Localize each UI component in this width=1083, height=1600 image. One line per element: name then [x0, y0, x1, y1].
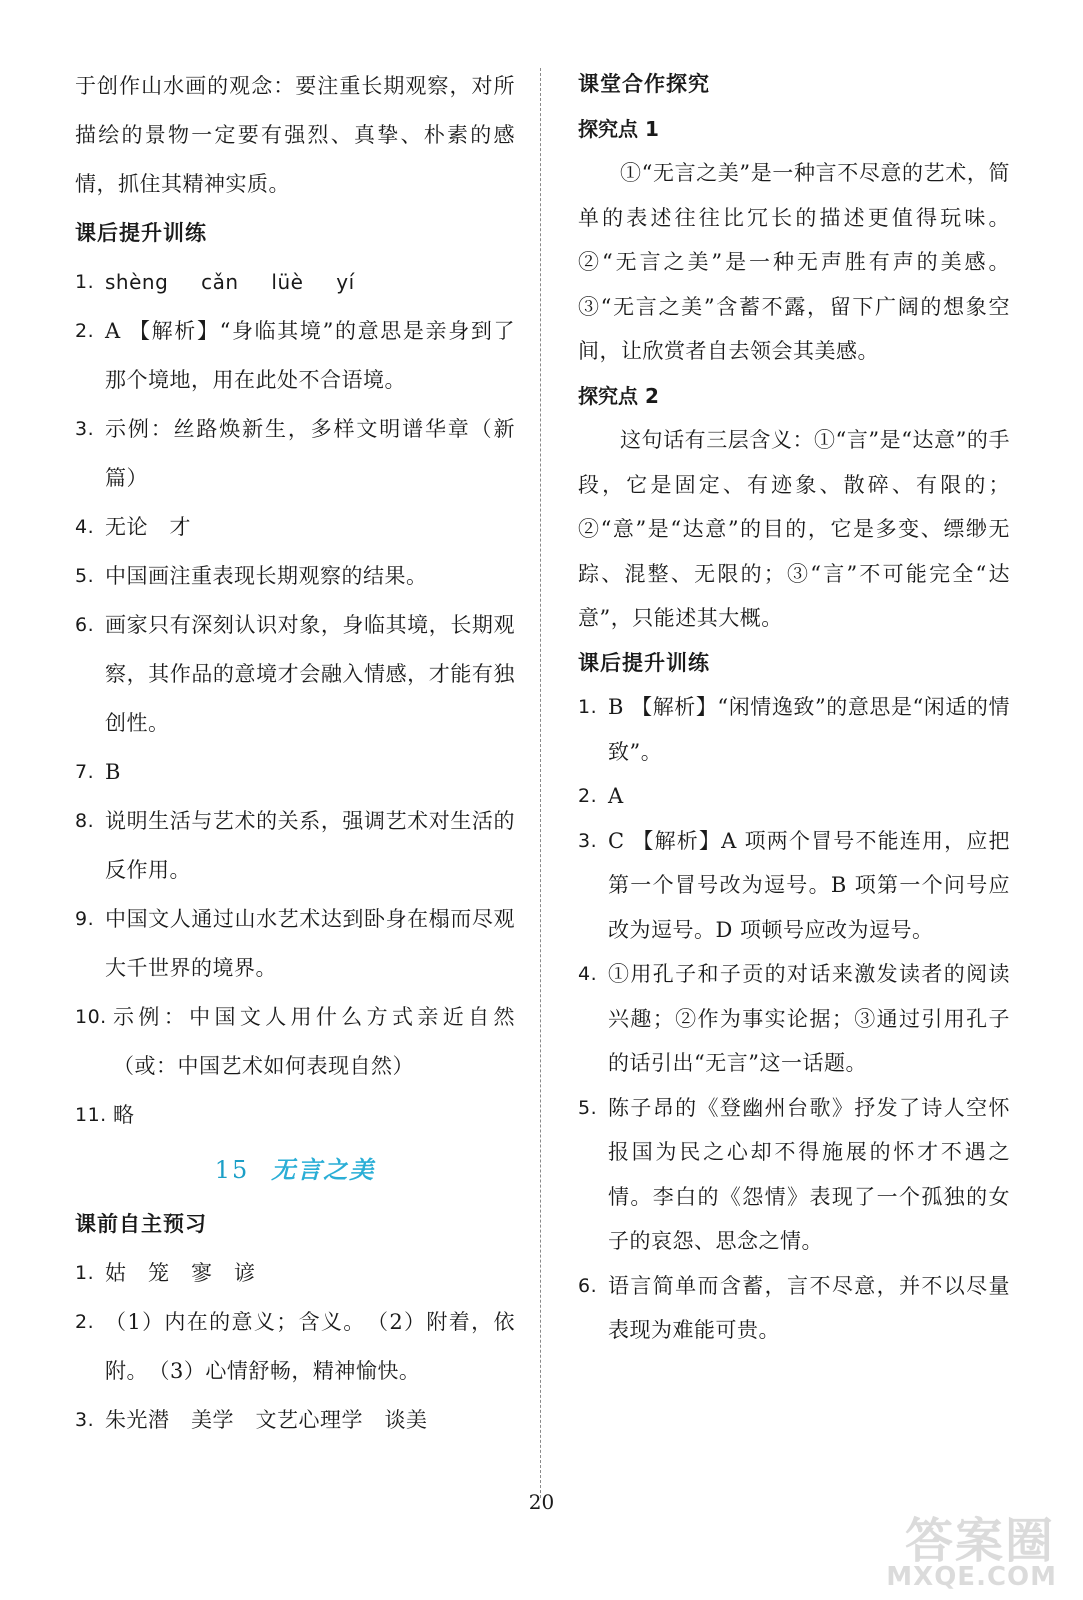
item-text: 画家只有深刻认识对象，身临其境，长期观察，其作品的意境才会融入情感，才能有独创性。 — [105, 613, 515, 735]
item-number: 1. — [75, 271, 95, 293]
right-column — [578, 62, 1010, 1353]
item-number: 9. — [75, 908, 95, 930]
intro-paragraph: 于创作山水画的观念：要注重长期观察，对所描绘的景物一定要有强烈、真挚、朴素的感情，抓住其精神实质。 — [75, 74, 515, 196]
item-text: 无论 才 — [105, 515, 191, 539]
item-number: 1. — [75, 1262, 95, 1284]
item-text: 语言简单而含蓄，言不尽意，并不以尽量表现为难能可贵。 — [608, 1273, 1010, 1342]
item-number: 6. — [75, 614, 95, 636]
item-number: 4. — [75, 516, 95, 538]
left-exercise-list — [75, 258, 515, 1140]
item-text: C 【解析】A 项两个冒号不能连用，应把第一个冒号改为逗号。B 项第一个问号应改为逗号。D 项顿号应改为逗号。 — [608, 828, 1010, 942]
site-watermark-logo — [875, 1502, 1065, 1592]
list-item — [75, 503, 515, 552]
item-text: 姑 笼 寥 谚 — [105, 1261, 256, 1285]
item-text: B — [105, 760, 121, 784]
lesson-title — [75, 1140, 515, 1200]
section-heading-after-class-2: 课后提升训练 — [578, 650, 710, 675]
item-number: 6. — [578, 1274, 598, 1297]
left-column — [75, 62, 515, 1445]
item-number: 4. — [578, 963, 598, 985]
item-number: 5. — [578, 1096, 598, 1119]
section-heading-class-inquiry: 课堂合作探究 — [578, 72, 710, 96]
item-text: ①用孔子和子贡的对话来激发读者的阅读兴趣；②作为事实论据；③通过引用孔子的话引出“无言”这一话题。 — [608, 962, 1010, 1075]
inquiry-point-2-label: 探究点 2 — [578, 383, 659, 408]
list-item — [578, 685, 1010, 774]
item-text: 示例：中国文人用什么方式亲近自然（或：中国艺术如何表现自然） — [113, 1005, 515, 1078]
list-item — [75, 1249, 515, 1298]
item-number: 2. — [75, 320, 95, 342]
item-number: 3. — [75, 1409, 95, 1431]
list-item — [75, 748, 515, 797]
item-number: 2. — [578, 785, 598, 807]
list-item — [75, 258, 515, 307]
item-text: 中国画注重表现长期观察的结果。 — [105, 564, 428, 588]
watermark-bottom-text: MXQE.COM — [886, 1562, 1057, 1592]
section-heading-preview: 课前自主预习 — [75, 1212, 207, 1236]
preview-list — [75, 1249, 515, 1445]
item-number: 10. — [75, 1006, 107, 1028]
item-text: 说明生活与艺术的关系，强调艺术对生活的反作用。 — [105, 809, 515, 882]
item-number: 8. — [75, 810, 95, 832]
item-text: 略 — [113, 1103, 135, 1127]
item-number: 1. — [578, 696, 598, 718]
item-text: 朱光潜 美学 文艺心理学 谈美 — [105, 1408, 428, 1432]
item-number: 11. — [75, 1104, 107, 1126]
item-text: （1）内在的意义；含义。 （2）附着，依附。 （3）心情舒畅，精神愉快。 — [105, 1310, 515, 1383]
item-text: A 【解析】“身临其境”的意思是亲身到了那个境地，用在此处不合语境。 — [105, 319, 515, 392]
item-number: 5. — [75, 565, 95, 587]
list-item — [578, 1264, 1010, 1353]
list-item — [578, 819, 1010, 953]
list-item — [75, 993, 515, 1091]
list-item — [75, 1396, 515, 1445]
inquiry-point-1-label: 探究点 1 — [578, 116, 659, 141]
watermark-top-text: 答案圈 — [904, 1513, 1055, 1569]
list-item — [75, 601, 515, 748]
list-item — [75, 895, 515, 993]
list-item — [75, 552, 515, 601]
item-text: B 【解析】“闲情逸致”的意思是“闲适的情致”。 — [608, 695, 1010, 764]
section-heading-after-class-1: 课后提升训练 — [75, 221, 207, 245]
list-item — [578, 1086, 1010, 1264]
list-item — [75, 797, 515, 895]
lesson-name: 无言之美 — [271, 1156, 376, 1184]
list-item — [75, 1091, 515, 1140]
inquiry-point-1-text: ①“无言之美”是一种言不尽意的艺术，简单的表述往往比冗长的描述更值得玩味。②“无言之美”是一种无声胜有声的美感。③“无言之美”含蓄不露，留下广阔的想象空间，让欣赏者自去领会其美感。 — [578, 161, 1010, 363]
column-divider — [540, 68, 541, 1498]
item-text: 示例：丝路焕新生，多样文明谱华章（新篇） — [105, 417, 515, 490]
list-item — [578, 774, 1010, 819]
item-number: 3. — [578, 829, 598, 852]
item-text: A — [608, 784, 624, 808]
lesson-number: 15 — [214, 1156, 250, 1184]
page-number: 20 — [528, 1490, 555, 1514]
list-item — [578, 952, 1010, 1086]
item-number: 7. — [75, 761, 95, 783]
item-number: 3. — [75, 418, 95, 440]
list-item — [75, 1298, 515, 1396]
list-item — [75, 405, 515, 503]
list-item — [75, 307, 515, 405]
item-text: 陈子昂的《登幽州台歌》抒发了诗人空怀报国为民之心却不得施展的怀才不遇之情。李白的《怨情》表现了一个孤独的女子的哀怨、思念之情。 — [608, 1095, 1010, 1253]
right-exercise-list — [578, 685, 1010, 1353]
item-number: 2. — [75, 1311, 95, 1333]
inquiry-point-2-text: 这句话有三层含义：①“言”是“达意”的手段，它是固定、有迹象、散碎、有限的；②“意”是“达意”的目的，它是多变、缥缈无踪、混整、无限的；③“言”不可能完全“达意”，只能述其大概。 — [578, 428, 1010, 630]
item-text: 中国文人通过山水艺术达到卧身在榻而尽观大千世界的境界。 — [105, 907, 515, 980]
item-text: shèng cǎn lüè yí — [105, 270, 355, 294]
